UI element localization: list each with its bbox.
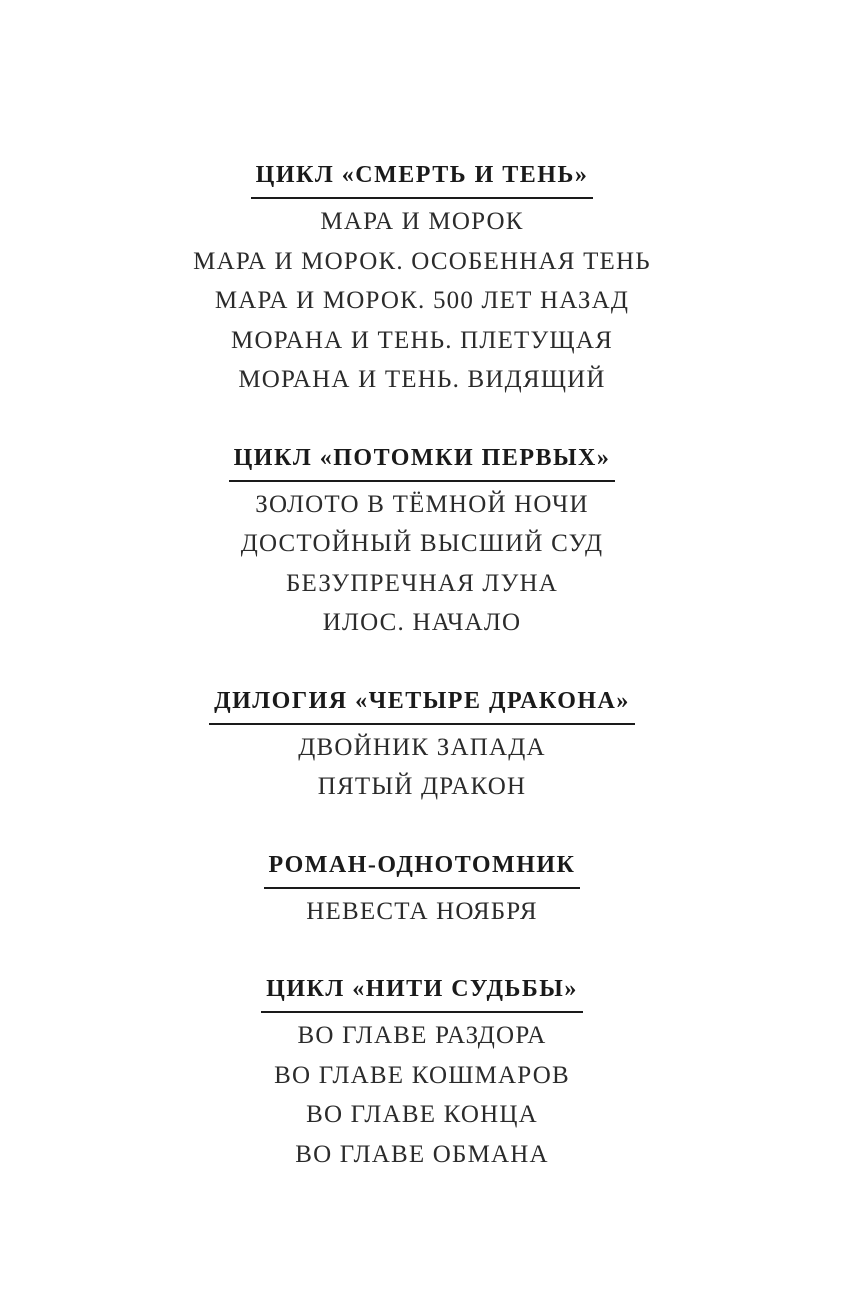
series-section-chetyre-drakona — [0, 686, 844, 807]
book-title: МОРАНА И ТЕНЬ. ВИДЯЩИЙ — [238, 366, 606, 393]
series-section-potomki-pervyh — [0, 443, 844, 643]
series-section-smert-i-ten — [0, 160, 844, 400]
book-title: МАРА И МОРОК. ОСОБЕННАЯ ТЕНЬ — [193, 247, 651, 275]
book-title: МАРА И МОРОК — [320, 208, 524, 235]
series-heading: ЦИКЛ «СМЕРТЬ И ТЕНЬ» — [251, 160, 594, 199]
book-title: ДОСТОЙНЫЙ ВЫСШИЙ СУД — [240, 530, 604, 557]
book-title: НЕВЕСТА НОЯБРЯ — [306, 897, 538, 925]
series-heading: ЦИКЛ «НИТИ СУДЬБЫ» — [261, 974, 583, 1013]
book-title: БЕЗУПРЕЧНАЯ ЛУНА — [285, 569, 558, 597]
series-heading: ЦИКЛ «ПОТОМКИ ПЕРВЫХ» — [229, 443, 616, 482]
series-section-niti-sudby — [0, 974, 844, 1174]
book-title: ВО ГЛАВЕ КОШМАРОВ — [274, 1061, 570, 1089]
book-title: ВО ГЛАВЕ КОНЦА — [306, 1101, 538, 1128]
series-section-roman-odnotomnik — [0, 850, 844, 932]
book-title: ПЯТЫЙ ДРАКОН — [317, 773, 527, 800]
book-title: ВО ГЛАВЕ РАЗДОРА — [297, 1022, 547, 1049]
book-title: ИЛОС. НАЧАЛО — [322, 609, 522, 636]
book-title: МОРАНА И ТЕНЬ. ПЛЕТУЩАЯ — [231, 326, 613, 354]
series-heading: РОМАН-ОДНОТОМНИК — [264, 850, 581, 889]
book-title: ЗОЛОТО В ТЁМНОЙ НОЧИ — [255, 490, 589, 518]
book-title: ВО ГЛАВЕ ОБМАНА — [295, 1140, 549, 1168]
book-title: ДВОЙНИК ЗАПАДА — [298, 733, 546, 761]
series-heading: ДИЛОГИЯ «ЧЕТЫРЕ ДРАКОНА» — [209, 686, 635, 725]
book-title: МАРА И МОРОК. 500 ЛЕТ НАЗАД — [214, 287, 630, 314]
